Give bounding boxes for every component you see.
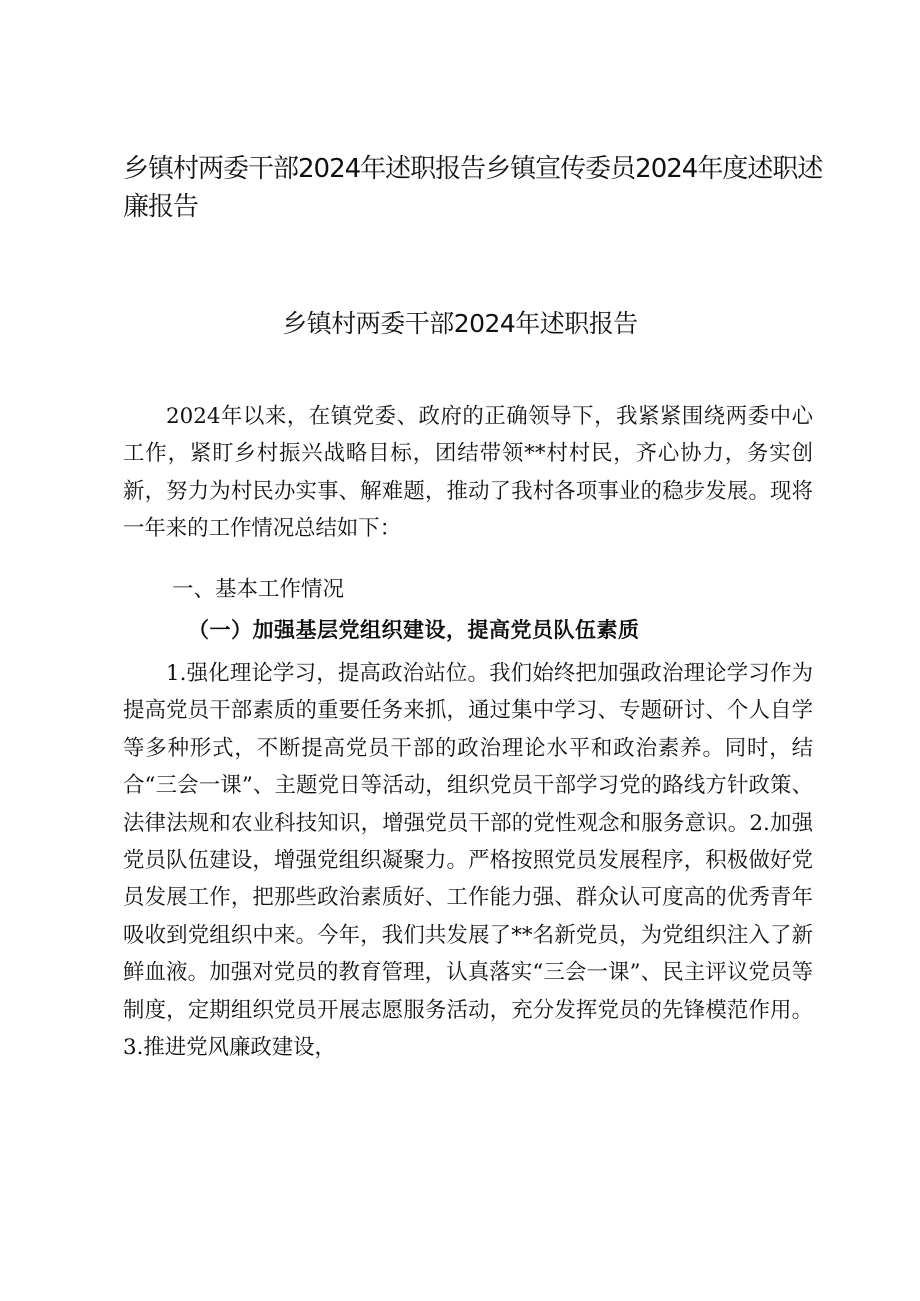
document-title: 乡镇村两委干部2024年述职报告乡镇宣传委员2024年度述职述廉报告: [123, 154, 823, 222]
intro-paragraph: 2024年以来，在镇党委、政府的正确领导下，我紧紧围绕两委中心工作，紧盯乡村振兴战略目标，团结带领**村村民，齐心协力，务实创新，努力为村民办实事、解难题，推动了我村各项事业的稳步发展。现将一年来的工作情况总结如下：: [123, 404, 813, 542]
section-title: 乡镇村两委干部2024年述职报告: [282, 309, 638, 338]
body-paragraph: 1.强化理论学习，提高政治站位。我们始终把加强政治理论学习作为提高党员干部素质的重要任务来抓，通过集中学习、专题研讨、个人自学等多种形式，不断提高党员干部的政治理论水平和政治素养。同时，结合“三会一课”、主题党日等活动，组织党员干部学习党的路线方针政策、法律法规和农业科技知识，增强党员干部的党性观念和服务意识。2.加强党员队伍建设，增强党组织凝聚力。严格按照党员发展程序，积极做好党员发展工作，把那些政治素质好、工作能力强、群众认可度高的优秀青年吸收到党组织中来。今年，我们共发展了**名新党员，为党组织注入了新鲜血液。加强对党员的教育管理，认真落实“三会一课”、民主评议党员等制度，定期组织党员开展志愿服务活动，充分发挥党员的先锋模范作用。3.推进党风廉政建设，: [123, 661, 813, 1061]
heading-basic-work: 一、基本工作情况: [172, 577, 345, 602]
heading-party-building: （一）加强基层党组织建设，提高党员队伍素质: [188, 617, 640, 642]
